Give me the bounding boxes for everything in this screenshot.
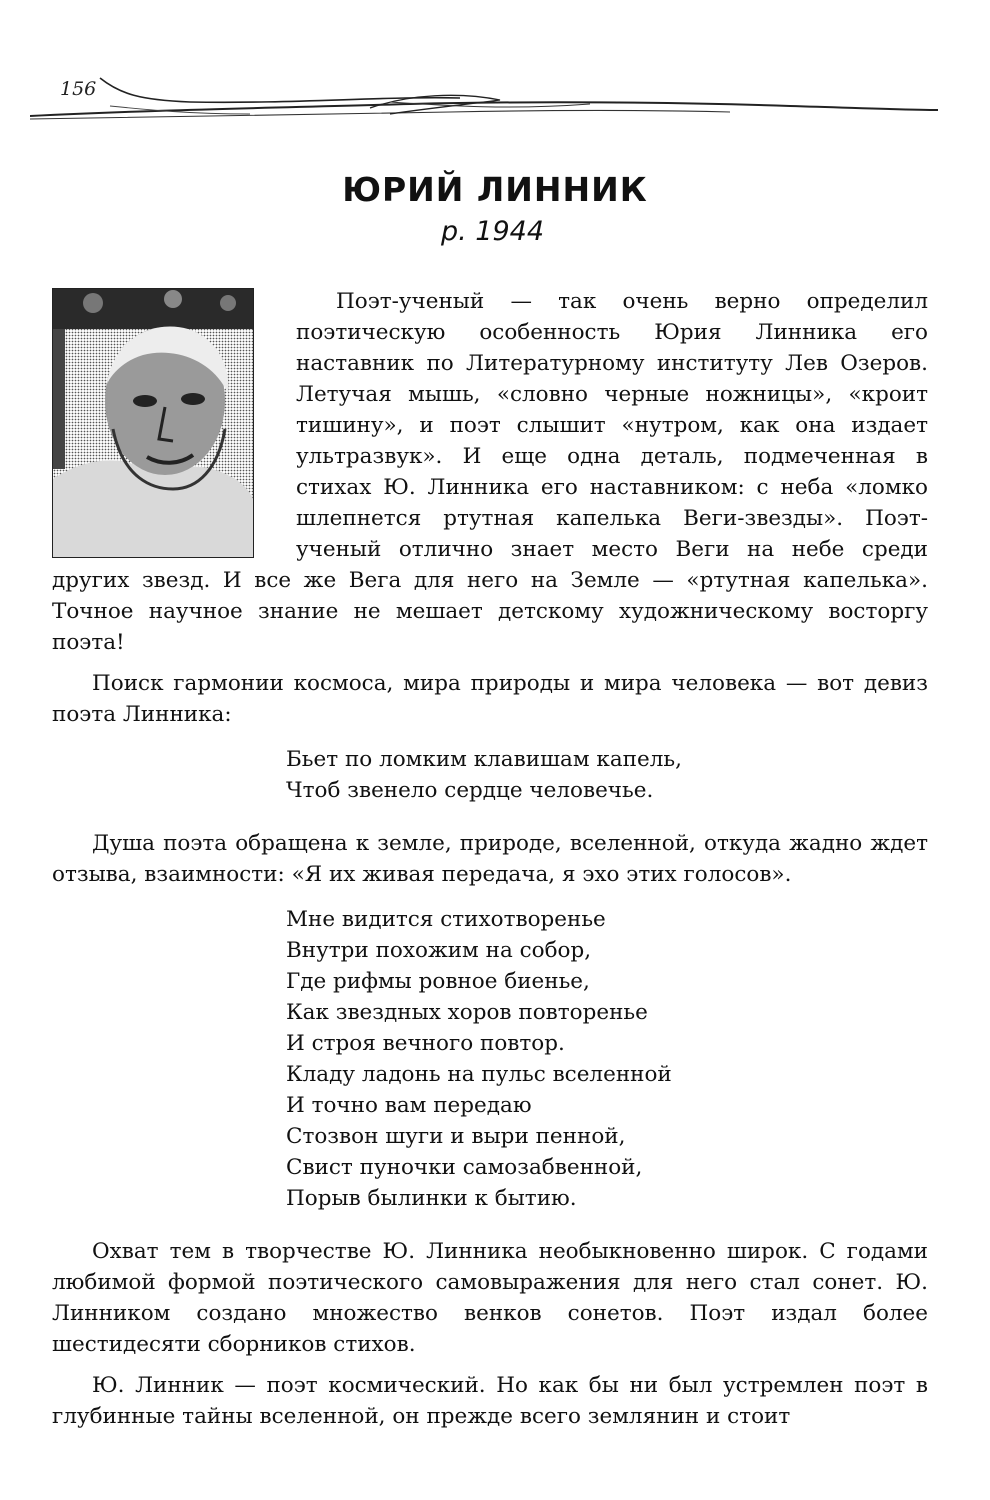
verse-line: Свист пуночки самозабвенной, (286, 1155, 643, 1180)
article-body (52, 286, 928, 1442)
paragraph-1: Поэт-ученый — так очень верно определил поэтическую особенность Юрия Линника его наставник по Литературному институту Лев Озеров. Летучая мышь, «словно черные ножницы», «кроит тишину», и поэт слышит «нутром, как она издает ультразвук». И еще одна деталь, подмеченная в стихах Ю. Линника его наставником: с неба «ломко шлепнется ртутная капелька Веги-звезды». Поэт-ученый отлично знает место Веги на небе среди других звезд. И все же Вега для него на Земле — «ртутная капелька». Точное научное знание не мешает детскому художническому восторгу поэта! (52, 289, 928, 655)
author-years: р. 1944 (440, 216, 545, 247)
portrait-photo-icon (53, 289, 253, 557)
verse-line: Бьет по ломким клавишам капель, (286, 747, 682, 772)
verse-quote-2 (286, 904, 928, 1214)
decorative-flourish-icon (30, 74, 940, 134)
paragraph-3: Душа поэта обращена к земле, природе, вселенной, откуда жадно ждет отзыва, взаимности: «Я их живая передача, я эхо этих голосов». (52, 831, 928, 887)
verse-line: Как звездных хоров повторенье (286, 1000, 648, 1025)
paragraph-2: Поиск гармонии космоса, мира природы и мира человека — вот девиз поэта Линника: (52, 671, 928, 727)
author-name: ЮРИЙ ЛИННИК (342, 170, 648, 209)
paragraph-4: Охват тем в творчестве Ю. Линника необыкновенно широк. С годами любимой формой поэтического самовыражения для него стал сонет. Ю. Линником создано множество венков сонетов. Поэт издал более шестидесяти сборников стихов. (52, 1239, 928, 1357)
verse-quote-1 (286, 744, 928, 806)
verse-line: Внутри похожим на собор, (286, 938, 592, 963)
verse-line: Мне видится стихотворенье (286, 907, 606, 932)
verse-line: И точно вам передаю (286, 1093, 532, 1118)
page-number: 156 (60, 78, 97, 100)
verse-line: Порыв былинки к бытию. (286, 1186, 577, 1211)
verse-line: Где рифмы ровное биенье, (286, 969, 590, 994)
paragraph-5: Ю. Линник — поэт космический. Но как бы ни был устремлен поэт в глубинные тайны вселенной, он прежде всего землянин и стоит (52, 1373, 928, 1429)
verse-line: Чтоб звенело сердце человечье. (286, 778, 654, 803)
verse-line: Стозвон шуги и выри пенной, (286, 1124, 626, 1149)
verse-line: Кладу ладонь на пульс вселенной (286, 1062, 672, 1087)
verse-line: И строя вечного повтор. (286, 1031, 565, 1056)
author-portrait (52, 288, 254, 558)
